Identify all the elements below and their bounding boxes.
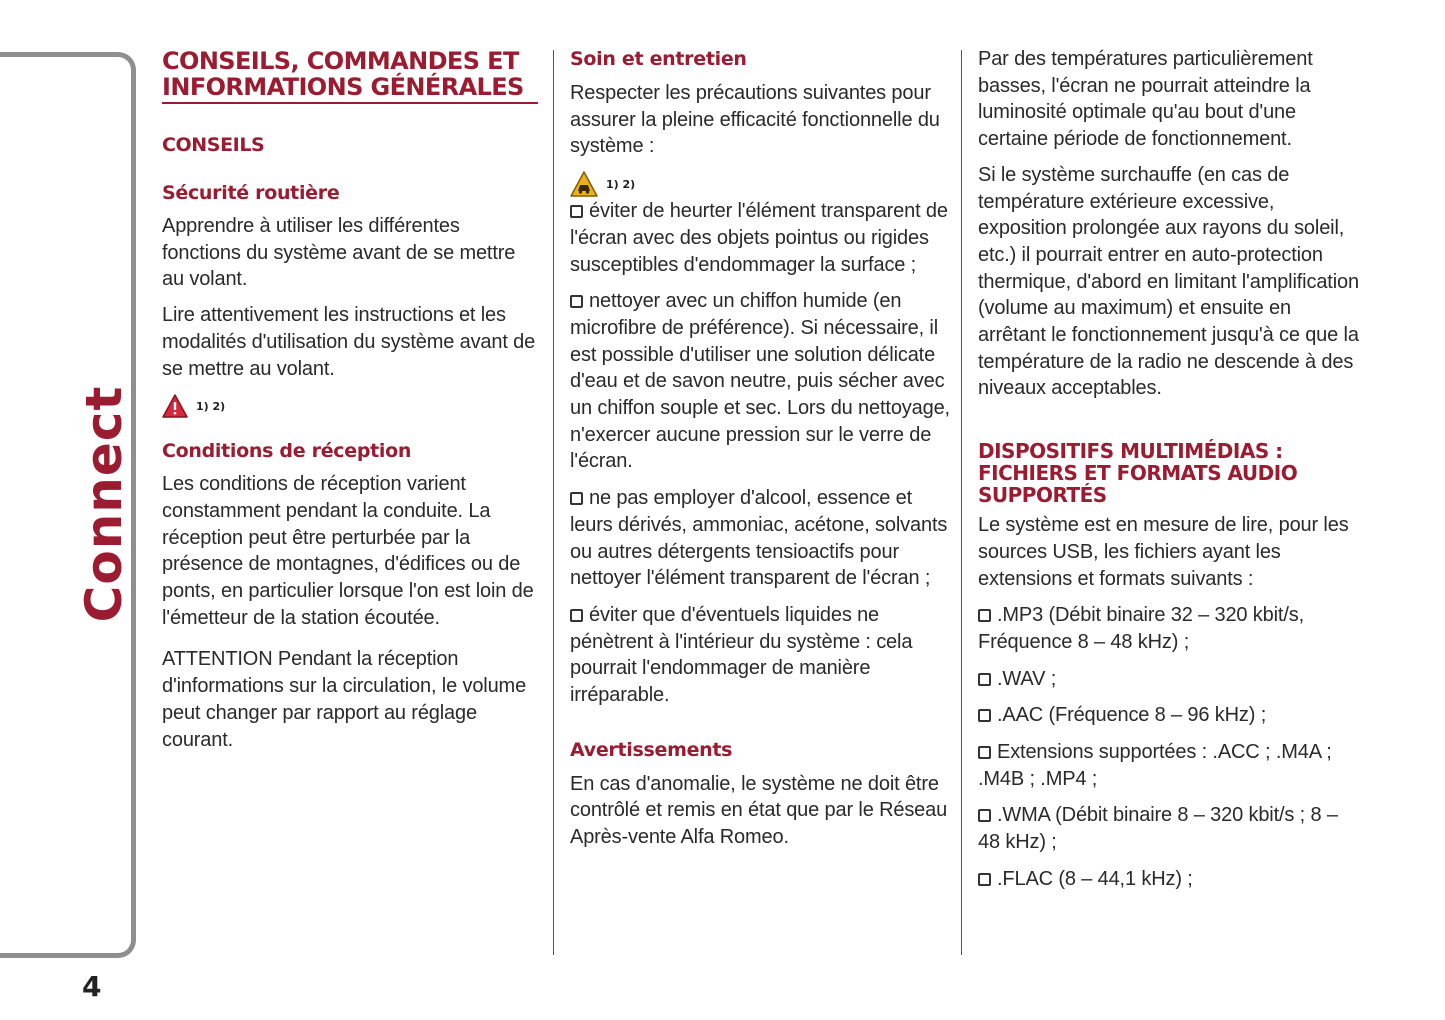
list-item-text: .AAC (Fréquence 8 – 96 kHz) ; — [997, 704, 1267, 727]
checkbox-bullet-icon — [570, 609, 583, 622]
checkbox-bullet-icon — [570, 205, 583, 218]
warning-reference — [570, 170, 950, 198]
chapter-label: Connect — [75, 385, 133, 623]
list-item-text: .WMA (Débit binaire 8 – 320 kbit/s ; 8 – 48 kHz) ; — [978, 804, 1338, 854]
list-item — [570, 198, 950, 278]
reception-paragraph-2: ATTENTION Pendant la réception d'informations sur la circulation, le volume peut changer par rapport au réglage courant. — [162, 648, 527, 751]
warning-reference — [162, 392, 538, 420]
page-title: CONSEILS, COMMANDES ET INFORMATIONS GÉNÉRALES — [162, 48, 538, 104]
column-1 — [162, 42, 538, 753]
temperature-paragraph: Par des températures particulièrement basses, l'écran ne pourrait atteindre la luminosité optimale qu'au bout d'une certaine période de fonctionnement. — [978, 48, 1313, 151]
warning-ref-text: 1) 2) — [606, 177, 636, 191]
checkbox-bullet-icon — [978, 809, 991, 822]
warning-yellow-icon — [570, 171, 598, 197]
list-item — [978, 702, 1363, 729]
list-item — [978, 602, 1363, 655]
checkbox-bullet-icon — [978, 873, 991, 886]
heading-multimedia: DISPOSITIFS MULTIMÉDIAS : FICHIERS ET FORMATS AUDIO SUPPORTÉS — [978, 439, 1298, 508]
column-divider — [553, 50, 554, 955]
list-item-text: .WAV ; — [997, 667, 1057, 690]
list-item — [570, 602, 950, 709]
list-item-text: nettoyer avec un chiffon humide (en microfibre de préférence). Si nécessaire, il est possible d'utiliser une solution délicate d'eau et de savon neutre, puis sécher avec un chiffon souple et sec. Lors du nettoyage, n'exercer aucune pression sur le verre de l'écran. — [570, 290, 950, 473]
warning-ref-text: 1) 2) — [196, 399, 226, 413]
column-2 — [570, 42, 950, 851]
list-item-text: .FLAC (8 – 44,1 kHz) ; — [997, 867, 1193, 890]
column-divider — [961, 50, 962, 955]
list-item — [978, 739, 1363, 792]
heading-securite: Sécurité routière — [162, 182, 340, 204]
heading-reception: Conditions de réception — [162, 440, 412, 463]
section-heading-conseils: CONSEILS — [162, 134, 265, 156]
heading-soin: Soin et entretien — [570, 48, 747, 70]
checkbox-bullet-icon — [978, 673, 991, 686]
warning-red-icon — [162, 394, 188, 418]
list-item — [570, 485, 950, 592]
list-item-text: éviter que d'éventuels liquides ne pénètrent à l'intérieur du système : cela pourrait l'endommager de manière irréparable. — [570, 603, 913, 707]
list-item-text: ne pas employer d'alcool, essence et leurs dérivés, ammoniac, acétone, solvants ou autres détergents tensioactifs pour nettoyer l'élément transparent de l'écran ; — [570, 487, 948, 590]
securite-paragraph-2: Lire attentivement les instructions et les modalités d'utilisation du système avant de se mettre au volant. — [162, 304, 536, 380]
list-item — [978, 802, 1363, 855]
reception-paragraph-1: Les conditions de réception varient constamment pendant la conduite. La réception peut être perturbée par la présence de montagnes, d'édifices ou de ponts, en particulier lorsque l'on est loin de l'émetteur de la station écoutée. — [162, 473, 534, 629]
page-number: 4 — [82, 970, 102, 1003]
securite-paragraph-1: Apprendre à utiliser les différentes fonctions du système avant de se mettre au volant. — [162, 215, 516, 291]
list-item — [978, 666, 1363, 693]
list-item-text: éviter de heurter l'élément transparent de l'écran avec des objets pointus ou rigides susceptibles d'endommager la surface ; — [570, 200, 948, 276]
checkbox-bullet-icon — [570, 295, 583, 308]
avertissements-paragraph: En cas d'anomalie, le système ne doit être contrôlé et remis en état que par le Réseau Après-vente Alfa Romeo. — [570, 772, 948, 849]
list-item — [570, 288, 950, 475]
soin-intro: Respecter les précautions suivantes pour assurer la pleine efficacité fonctionnelle du système : — [570, 82, 940, 158]
surchauffe-paragraph: Si le système surchauffe (en cas de température extérieure excessive, exposition prolongée aux rayons du soleil, etc.) il pourrait entrer en auto-protection thermique, d'abord en limitant l'amplification (volume au maximum) et ensuite en arrêtant le fonctionnement jusqu'à ce que la température de la radio ne descende à des niveaux acceptables. — [978, 163, 1359, 400]
checkbox-bullet-icon — [978, 746, 991, 759]
list-item-text: .MP3 (Débit binaire 32 – 320 kbit/s, Fréquence 8 – 48 kHz) ; — [978, 604, 1304, 653]
column-3 — [978, 42, 1363, 893]
heading-avertissements: Avertissements — [570, 738, 733, 761]
checkbox-bullet-icon — [978, 709, 991, 722]
list-item-text: Extensions supportées : .ACC ; .M4A ; .M4B ; .MP4 ; — [978, 741, 1332, 790]
checkbox-bullet-icon — [570, 492, 583, 505]
list-item — [978, 866, 1363, 893]
checkbox-bullet-icon — [978, 609, 991, 622]
multimedia-intro: Le système est en mesure de lire, pour les sources USB, les fichiers ayant les extensions et formats suivants : — [978, 514, 1349, 590]
